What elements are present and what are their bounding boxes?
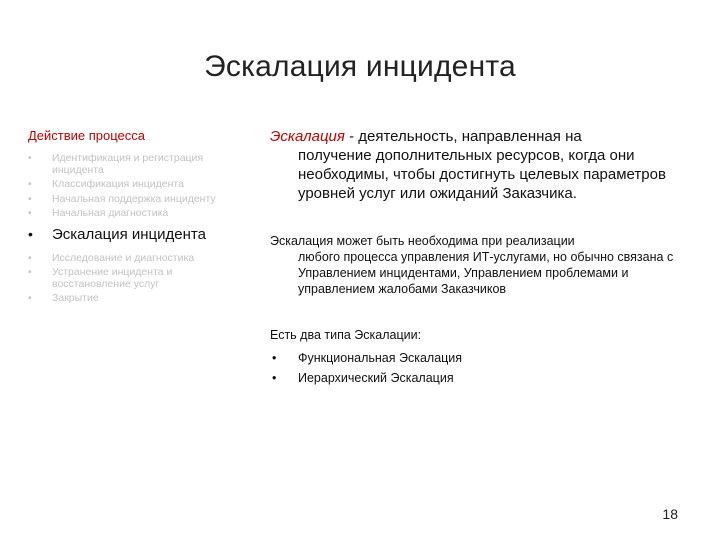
process-step bbox=[28, 208, 228, 220]
escalation-note bbox=[270, 233, 680, 297]
process-step bbox=[28, 267, 228, 290]
bullet-icon: • bbox=[28, 267, 32, 278]
process-step bbox=[28, 293, 228, 305]
process-steps-panel bbox=[28, 128, 228, 308]
content-panel bbox=[270, 127, 680, 388]
process-steps-heading: Действие процесса bbox=[28, 128, 146, 143]
bullet-icon: • bbox=[28, 293, 32, 304]
escalation-type-item bbox=[270, 368, 680, 388]
process-step-label: Начальная поддержка инциденту bbox=[52, 192, 216, 205]
bullet-icon: • bbox=[28, 225, 33, 242]
note-continuation: любого процесса управления ИТ-услугами, но обычно связана с Управлением инцидентами, Управлением проблемами и управлением жалобами Заказчиков bbox=[298, 250, 674, 296]
process-step bbox=[28, 179, 228, 191]
escalation-types-list bbox=[270, 348, 680, 388]
process-step bbox=[28, 194, 228, 206]
process-step-label: Идентификация и регистрация инцидента bbox=[52, 152, 204, 176]
escalation-types-heading: Есть два типа Эскалации: bbox=[270, 328, 422, 342]
bullet-icon: • bbox=[272, 371, 277, 385]
escalation-type-label: Иерархический Эскалация bbox=[298, 371, 454, 385]
note-first-line: Эскалация может быть необходима при реализации bbox=[270, 234, 575, 248]
process-step-label: Закрытие bbox=[52, 292, 99, 304]
definition-first-line bbox=[270, 127, 680, 146]
bullet-icon: • bbox=[28, 208, 32, 219]
process-step-label: Начальная диагностика bbox=[52, 207, 169, 219]
bullet-icon: • bbox=[28, 153, 32, 164]
process-step bbox=[28, 253, 228, 265]
process-step-active bbox=[28, 226, 228, 243]
definition-term: Эскалация bbox=[270, 128, 345, 145]
escalation-type-item bbox=[270, 348, 680, 368]
escalation-definition bbox=[270, 127, 680, 203]
bullet-icon: • bbox=[28, 252, 32, 264]
process-step-label: Исследование и диагностика bbox=[52, 251, 195, 264]
process-step bbox=[28, 153, 228, 176]
definition-first-line-rest: - деятельность, направленная на bbox=[344, 128, 582, 145]
bullet-icon: • bbox=[28, 179, 32, 190]
process-step-label: Классификация инцидента bbox=[52, 178, 184, 190]
slide-title: Эскалация инцидента bbox=[204, 50, 516, 83]
escalation-type-label: Функциональная Эскалация bbox=[298, 351, 463, 365]
bullet-icon: • bbox=[28, 193, 32, 205]
process-step-label: Эскалация инцидента bbox=[52, 225, 206, 243]
definition-continuation: получение дополнительных ресурсов, когда они необходимы, чтобы достигнуть целевых параметров уровней услуг или ожиданий Заказчика. bbox=[298, 147, 666, 202]
process-step-label: Устранение инцидента и восстановление услуг bbox=[52, 266, 173, 290]
bullet-icon: • bbox=[272, 351, 277, 365]
process-steps-list bbox=[28, 153, 228, 305]
page-number: 18 bbox=[662, 506, 678, 522]
